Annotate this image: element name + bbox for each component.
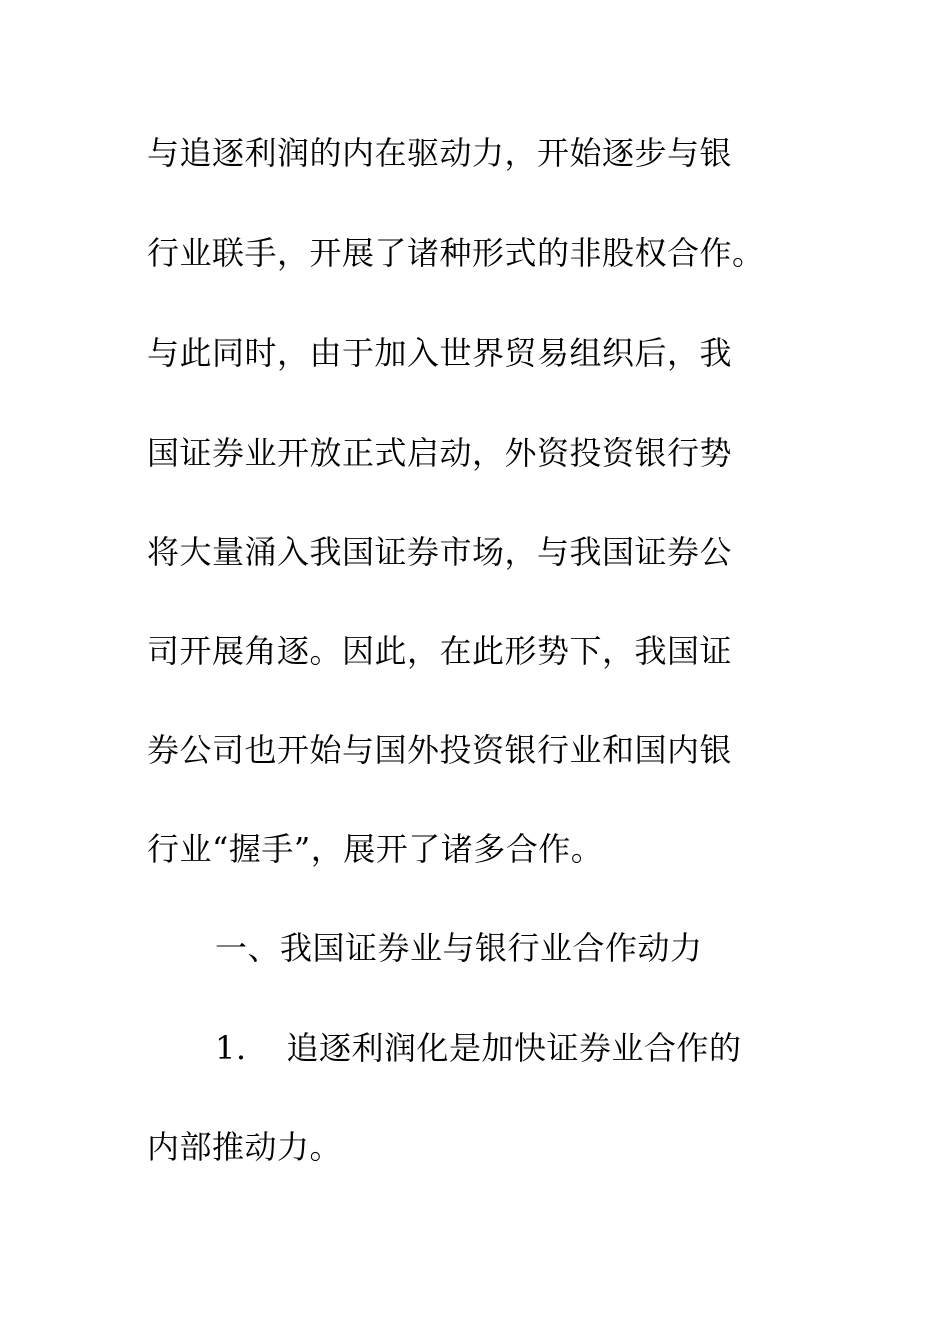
- paragraph-line-6: 司开展角逐。因此，在此形势下，我国证: [147, 632, 733, 670]
- list-item-text: 追逐利润化是加快证券业合作的: [286, 1029, 742, 1067]
- paragraph-line-1: 与追逐利润的内在驱动力，开始逐步与银: [147, 134, 733, 172]
- paragraph-line-8: 行业“握手”，展开了诸多合作。: [147, 830, 604, 868]
- paragraph-line-4: 国证券业开放正式启动，外资投资银行势: [147, 434, 733, 472]
- list-item-continuation: 内部推动力。: [147, 1128, 343, 1166]
- list-item-1: [215, 1023, 915, 1073]
- list-item-number: 1.: [215, 1029, 247, 1067]
- paragraph-line-5: 将大量涌入我国证券市场，与我国证券公: [147, 533, 733, 571]
- section-heading: 一、我国证券业与银行业合作动力: [215, 929, 703, 967]
- paragraph-line-3: 与此同时，由于加入世界贸易组织后，我: [147, 334, 733, 372]
- paragraph-line-7: 券公司也开始与国外投资银行业和国内银: [147, 731, 733, 769]
- paragraph-line-2: 行业联手，开展了诸种形式的非股权合作。: [147, 234, 765, 272]
